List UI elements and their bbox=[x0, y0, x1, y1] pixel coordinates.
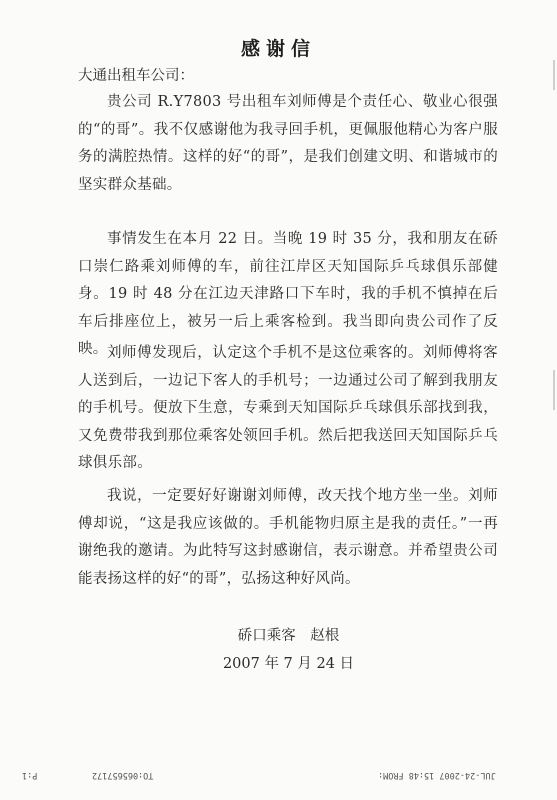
letter-date: 2007 年 7 月 24 日 bbox=[222, 656, 355, 672]
scan-edge-mark bbox=[553, 60, 555, 90]
fax-header-timestamp: JUL-24-2007 15:48 FROM: bbox=[378, 770, 496, 780]
scan-edge-mark bbox=[553, 370, 555, 410]
letter-paragraph: 事情发生在本月 22 日。当晚 19 时 35 分，我和朋友在硚口崇仁路乘刘师傅的车，前往江岸区天知国际乒乓球俱乐部健身。19 时 48 分在江边天津路口下车时，我的手机不慎掉在后车后排座位上，被另一后上乘客检到。我当即向贵公司作了反映。 bbox=[78, 231, 498, 357]
fax-header-recipient: TO:065657172 bbox=[92, 770, 154, 780]
letter-paragraph: 刘师傅发现后，认定这个手机不是这位乘客的。刘师傅将客人送到后，一边记下客人的手机号；一边通过公司了解到我朋友的手机号。便放下生意，专乘到天知国际乒乓球俱乐部找到我，又免费带我到那位乘客处领回手机。然后把我送回天知国际乒乓球俱乐部。 bbox=[78, 345, 498, 471]
letter-signer: 硚口乘客 赵根 bbox=[237, 628, 340, 644]
letter-salutation: 大通出租车公司： bbox=[78, 68, 194, 84]
letter-paragraph: 我说，一定要好好谢谢刘师傅，改天找个地方坐一坐。刘师傅却说，“这是我应该做的。手机能物归原主是我的责任。”一再谢绝我的邀请。为此特写这封感谢信，表示谢意。并希望贵公司能表扬这样的好“的哥”，弘扬这种好风尚。 bbox=[78, 488, 498, 587]
fax-header-page-number: P:1 bbox=[22, 770, 38, 780]
letter-paragraph: 贵公司 R.Y7803 号出租车刘师傅是个责任心、敬业心很强的“的哥”。我不仅感谢他为我寻回手机，更佩服他精心为客户服务的满腔热情。这样的好“的哥”，是我们创建文明、和谐城市的坚实群众基础。 bbox=[78, 94, 498, 193]
letter-title: 感谢信 bbox=[240, 38, 316, 60]
